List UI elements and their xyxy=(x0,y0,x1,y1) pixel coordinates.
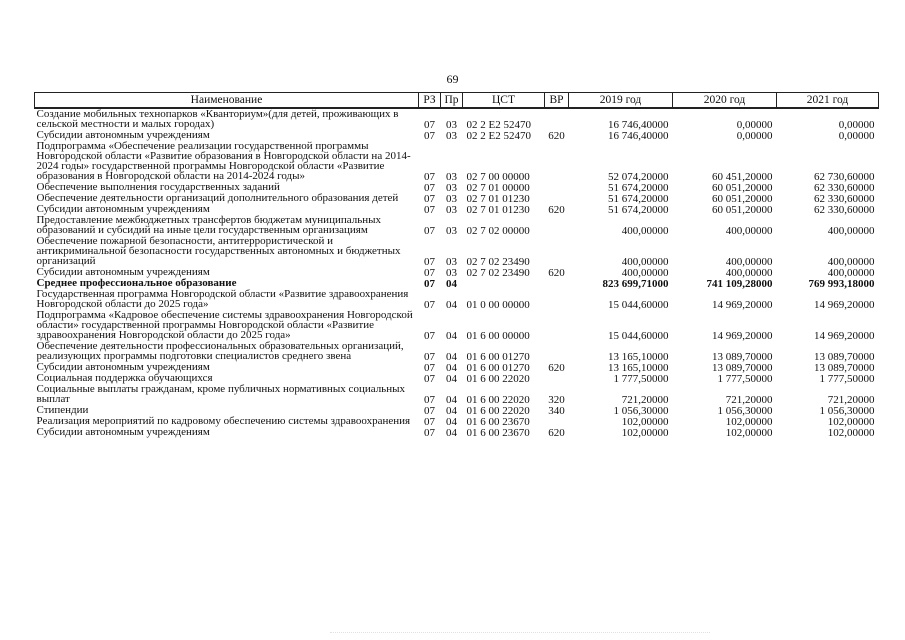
row-pr: 04 xyxy=(446,299,457,311)
row-cst: 01 6 00 23670 xyxy=(466,427,530,439)
row-name: Субсидии автономным учреждениям xyxy=(36,266,210,278)
row-rz: 07 xyxy=(424,256,435,268)
row-rz: 07 xyxy=(424,427,435,439)
row-cst: 02 2 E2 52470 xyxy=(466,119,531,131)
row-vr: 620 xyxy=(548,130,565,142)
row-rz: 07 xyxy=(424,394,435,406)
row-name: Обеспечение выполнения государственных заданий xyxy=(36,181,280,193)
row-pr: 04 xyxy=(446,278,457,290)
row-name: Социальные выплаты гражданам, кроме публичных нормативных социальных выплат xyxy=(36,383,405,405)
col-header-2020: 2020 год xyxy=(673,93,777,109)
row-cst: 01 6 00 22020 xyxy=(466,394,530,406)
row-value-2019: 52 074,20000 xyxy=(608,171,669,183)
row-vr xyxy=(545,310,569,341)
row-vr xyxy=(545,141,569,182)
row-pr: 04 xyxy=(446,351,457,363)
table-header-row xyxy=(35,93,879,109)
row-name: Субсидии автономным учреждениям xyxy=(36,426,210,438)
row-value-2020: 0,00000 xyxy=(736,130,773,142)
row-rz: 07 xyxy=(424,171,435,183)
col-header-vr: ВР xyxy=(545,93,569,109)
row-rz: 07 xyxy=(424,278,435,290)
col-header-2021: 2021 год xyxy=(777,93,879,109)
row-pr: 03 xyxy=(446,130,457,142)
row-pr: 03 xyxy=(446,182,457,194)
row-vr xyxy=(545,289,569,310)
row-value-2021: 62 330,60000 xyxy=(814,193,875,205)
row-value-2019: 51 674,20000 xyxy=(608,204,669,216)
row-value-2021: 400,00000 xyxy=(827,225,875,237)
row-cst: 02 7 02 23490 xyxy=(466,267,530,279)
row-value-2021: 0,00000 xyxy=(838,130,875,142)
row-cst: 01 6 00 01270 xyxy=(466,362,530,374)
row-vr xyxy=(545,278,569,289)
row-cst: 02 7 01 00000 xyxy=(466,182,530,194)
row-rz: 07 xyxy=(424,193,435,205)
row-rz: 07 xyxy=(424,119,435,131)
row-value-2021: 1 056,30000 xyxy=(819,405,875,417)
row-value-2021: 769 993,18000 xyxy=(808,278,875,290)
row-vr: 320 xyxy=(548,394,565,406)
row-value-2021: 0,00000 xyxy=(838,119,875,131)
row-rz: 07 xyxy=(424,299,435,311)
row-pr: 04 xyxy=(446,362,457,374)
row-name: Субсидии автономным учреждениям xyxy=(36,129,210,141)
row-cst: 02 7 01 01230 xyxy=(466,193,530,205)
row-value-2021: 400,00000 xyxy=(827,256,875,268)
row-pr: 03 xyxy=(446,225,457,237)
row-vr xyxy=(545,182,569,193)
row-pr: 03 xyxy=(446,119,457,131)
row-rz: 07 xyxy=(424,267,435,279)
row-value-2019: 102,00000 xyxy=(621,427,669,439)
row-name: Реализация мероприятий по кадровому обеспечению системы здравоохранения xyxy=(36,415,411,427)
row-value-2020: 60 451,20000 xyxy=(712,171,773,183)
table-body xyxy=(35,108,879,438)
row-cst: 01 6 00 00000 xyxy=(466,330,530,342)
row-value-2020: 14 969,20000 xyxy=(712,330,773,342)
row-name: Обеспечение деятельности организаций дополнительного образования детей xyxy=(36,192,399,204)
table-row xyxy=(35,289,879,310)
row-name: Подпрограмма «Кадровое обеспечение системы здравоохранения Новгородской области» государственной программы Новгородской области «Развитие здравоохранения Новгородской области до 2025 года» xyxy=(36,309,413,341)
row-cst: 01 6 00 22020 xyxy=(466,405,530,417)
row-name: Среднее профессиональное образование xyxy=(36,277,237,289)
row-rz: 07 xyxy=(424,351,435,363)
row-rz: 07 xyxy=(424,204,435,216)
row-value-2019: 15 044,60000 xyxy=(608,330,669,342)
row-pr: 03 xyxy=(446,171,457,183)
page-number: 69 xyxy=(446,72,459,86)
row-name: Социальная поддержка обучающихся xyxy=(36,372,213,384)
row-value-2021: 13 089,70000 xyxy=(814,351,875,363)
row-value-2019: 16 746,40000 xyxy=(608,119,669,131)
row-pr: 03 xyxy=(446,193,457,205)
row-value-2020: 0,00000 xyxy=(736,119,773,131)
row-vr xyxy=(545,215,569,236)
row-rz: 07 xyxy=(424,330,435,342)
row-pr: 04 xyxy=(446,394,457,406)
row-vr xyxy=(545,236,569,267)
row-value-2020: 400,00000 xyxy=(725,256,773,268)
row-value-2021: 14 969,20000 xyxy=(814,330,875,342)
row-cst: 02 7 01 01230 xyxy=(466,204,530,216)
row-pr: 03 xyxy=(446,267,457,279)
row-name: Субсидии автономным учреждениям xyxy=(36,203,210,215)
row-value-2020: 741 109,28000 xyxy=(706,278,773,290)
row-rz: 07 xyxy=(424,416,435,428)
row-value-2019: 400,00000 xyxy=(621,267,669,279)
row-value-2019: 721,20000 xyxy=(621,394,669,406)
scan-artifact xyxy=(330,632,710,635)
row-value-2021: 14 969,20000 xyxy=(814,299,875,311)
row-value-2021: 62 730,60000 xyxy=(814,171,875,183)
row-value-2021: 400,00000 xyxy=(827,267,875,279)
row-name: Подпрограмма «Обеспечение реализации государственной программы Новгородской области «Развитие образования в Новгородской области на 2014-2024 годы» государственной программы Новгородской области «Развитие образования в Новгородской области на 2014-2024 годы» xyxy=(36,140,411,182)
col-header-rz: РЗ xyxy=(419,93,441,109)
table-row xyxy=(35,427,879,438)
row-rz: 07 xyxy=(424,130,435,142)
col-header-pr: Пр xyxy=(441,93,463,109)
row-cst: 02 7 02 00000 xyxy=(466,225,530,237)
row-name: Субсидии автономным учреждениям xyxy=(36,361,210,373)
row-value-2019: 13 165,10000 xyxy=(608,362,669,374)
row-pr: 04 xyxy=(446,373,457,385)
table-row xyxy=(35,384,879,405)
row-vr: 620 xyxy=(548,362,565,374)
row-value-2020: 721,20000 xyxy=(725,394,773,406)
table-row xyxy=(35,215,879,236)
row-rz: 07 xyxy=(424,405,435,417)
row-value-2019: 15 044,60000 xyxy=(608,299,669,311)
row-pr: 03 xyxy=(446,256,457,268)
row-name: Предоставление межбюджетных трансфертов бюджетам муниципальных образований и субсидий на иные цели государственным организациям xyxy=(36,214,381,236)
row-name: Обеспечение пожарной безопасности, антитеррористической и антикриминальной безопасности государственных автономных и бюджетных организаций xyxy=(36,235,401,267)
row-vr xyxy=(545,341,569,362)
row-value-2020: 400,00000 xyxy=(725,267,773,279)
table-row xyxy=(35,141,879,182)
row-pr: 04 xyxy=(446,427,457,439)
row-rz: 07 xyxy=(424,362,435,374)
row-cst: 02 7 02 23490 xyxy=(466,256,530,268)
row-vr: 620 xyxy=(548,427,565,439)
row-cst: 01 6 00 23670 xyxy=(466,416,530,428)
table-row xyxy=(35,310,879,341)
row-value-2020: 102,00000 xyxy=(725,416,773,428)
row-value-2021: 62 330,60000 xyxy=(814,204,875,216)
row-vr: 620 xyxy=(548,204,565,216)
row-cst: 02 7 00 00000 xyxy=(466,171,530,183)
row-cst: 02 2 E2 52470 xyxy=(466,130,531,142)
row-value-2020: 60 051,20000 xyxy=(712,204,773,216)
row-name: Обеспечение деятельности профессиональных образовательных организаций, реализующих программы подготовки специалистов среднего звена xyxy=(36,340,404,362)
row-value-2020: 14 969,20000 xyxy=(712,299,773,311)
row-name: Государственная программа Новгородской области «Развитие здравоохранения Новгородской области до 2025 года» xyxy=(36,288,409,310)
row-value-2019: 1 056,30000 xyxy=(613,405,669,417)
row-cst: 01 6 00 01270 xyxy=(466,351,530,363)
row-rz: 07 xyxy=(424,182,435,194)
row-pr: 03 xyxy=(446,204,457,216)
row-value-2021: 62 330,60000 xyxy=(814,182,875,194)
row-value-2019: 51 674,20000 xyxy=(608,193,669,205)
row-value-2021: 102,00000 xyxy=(827,427,875,439)
row-vr xyxy=(545,108,569,130)
row-vr xyxy=(545,373,569,384)
row-value-2020: 13 089,70000 xyxy=(712,351,773,363)
row-cst: 01 0 00 00000 xyxy=(466,299,530,311)
row-value-2019: 400,00000 xyxy=(621,256,669,268)
row-value-2021: 13 089,70000 xyxy=(814,362,875,374)
row-rz: 07 xyxy=(424,373,435,385)
row-value-2020: 13 089,70000 xyxy=(712,362,773,374)
row-value-2019: 16 746,40000 xyxy=(608,130,669,142)
row-vr: 620 xyxy=(548,267,565,279)
table-row xyxy=(35,108,879,130)
row-name: Создание мобильных технопарков «Кванториум»(для детей, проживающих в сельской местности и малых городах) xyxy=(36,108,399,130)
row-rz: 07 xyxy=(424,225,435,237)
row-vr xyxy=(545,416,569,427)
col-header-2019: 2019 год xyxy=(569,93,673,109)
row-value-2019: 13 165,10000 xyxy=(608,351,669,363)
row-value-2019: 823 699,71000 xyxy=(602,278,669,290)
row-cst xyxy=(463,278,545,289)
table-row xyxy=(35,236,879,267)
row-pr: 04 xyxy=(446,405,457,417)
row-value-2020: 400,00000 xyxy=(725,225,773,237)
table-row xyxy=(35,341,879,362)
row-pr: 04 xyxy=(446,330,457,342)
row-value-2021: 102,00000 xyxy=(827,416,875,428)
row-name: Стипендии xyxy=(36,404,89,416)
budget-table xyxy=(34,92,879,438)
row-pr: 04 xyxy=(446,416,457,428)
row-cst: 01 6 00 22020 xyxy=(466,373,530,385)
row-value-2020: 1 777,50000 xyxy=(717,373,773,385)
row-value-2020: 60 051,20000 xyxy=(712,182,773,194)
row-value-2019: 400,00000 xyxy=(621,225,669,237)
row-value-2020: 1 056,30000 xyxy=(717,405,773,417)
col-header-cst: ЦСТ xyxy=(463,93,545,109)
row-value-2019: 1 777,50000 xyxy=(613,373,669,385)
row-value-2021: 721,20000 xyxy=(827,394,875,406)
row-value-2020: 60 051,20000 xyxy=(712,193,773,205)
row-vr: 340 xyxy=(548,405,565,417)
row-value-2020: 102,00000 xyxy=(725,427,773,439)
row-value-2019: 102,00000 xyxy=(621,416,669,428)
row-value-2021: 1 777,50000 xyxy=(819,373,875,385)
row-value-2019: 51 674,20000 xyxy=(608,182,669,194)
col-header-name: Наименование xyxy=(35,93,419,109)
row-vr xyxy=(545,193,569,204)
